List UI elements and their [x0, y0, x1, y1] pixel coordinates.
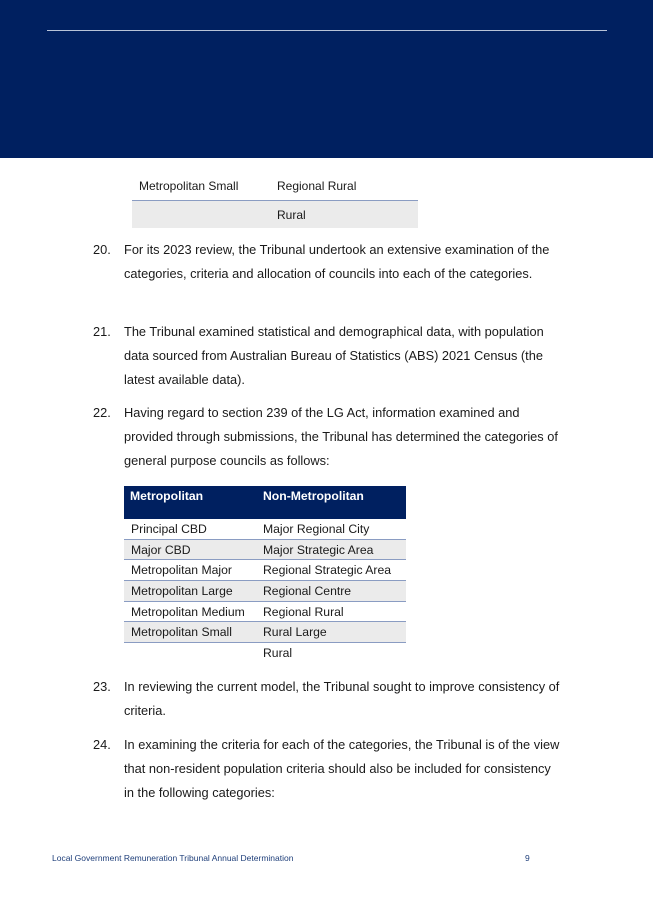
table-cell: Rural — [277, 207, 306, 222]
paragraph-text: In reviewing the current model, the Tribunal sought to improve consistency of criteria. — [124, 679, 560, 718]
table-cell: Major Strategic Area — [263, 542, 374, 557]
table-cell: Major Regional City — [263, 521, 370, 536]
council-categories-table — [124, 486, 406, 664]
paragraph-number: 22. — [93, 405, 111, 420]
footer-title: Local Government Remuneration Tribunal Annual Determination — [52, 853, 294, 863]
table-cell: Regional Rural — [263, 604, 344, 619]
table-row — [124, 643, 406, 664]
table-cell: Rural — [263, 646, 293, 661]
continued-categories-table — [132, 171, 418, 228]
paragraph-20 — [93, 238, 573, 286]
table-row — [124, 622, 406, 643]
table-row — [124, 581, 406, 602]
table-cell: Major CBD — [131, 542, 191, 557]
paragraph-number: 20. — [93, 242, 111, 257]
paragraph-number: 24. — [93, 737, 111, 752]
paragraph-text: For its 2023 review, the Tribunal undertook an extensive examination of the categories, criteria and allocation of councils into each of the categories. — [124, 242, 550, 281]
table-cell: Regional Rural — [277, 178, 357, 193]
header-rule — [47, 30, 607, 31]
paragraph-text: Having regard to section 239 of the LG Act, information examined and provided through submissions, the Tribunal has determined the categories of general purpose councils as follows: — [124, 405, 558, 468]
table-cell: Metropolitan Medium — [131, 604, 245, 619]
table-cell: Regional Centre — [263, 583, 352, 598]
table-row — [124, 602, 406, 623]
table-cell: Metropolitan Major — [131, 563, 232, 578]
table-header — [124, 486, 406, 519]
paragraph-text: The Tribunal examined statistical and demographical data, with population data sourced from Australian Bureau of Statistics (ABS) 2021 Census (the latest available data). — [124, 324, 544, 387]
paragraph-number: 21. — [93, 324, 111, 339]
paragraph-21 — [93, 320, 573, 392]
paragraph-24 — [93, 733, 573, 805]
table-cell: Metropolitan Small — [139, 178, 239, 193]
table-cell: Principal CBD — [131, 521, 207, 536]
header-banner — [0, 0, 653, 158]
page-number: 9 — [525, 853, 530, 863]
column-header-non-metropolitan: Non-Metropolitan — [263, 489, 364, 503]
paragraph-23 — [93, 675, 573, 723]
table-row — [124, 560, 406, 581]
paragraph-22 — [93, 401, 573, 473]
paragraph-text: In examining the criteria for each of the categories, the Tribunal is of the view that non-resident population criteria should also be included for consistency in the following categories: — [124, 737, 560, 800]
paragraph-number: 23. — [93, 679, 111, 694]
table-cell: Metropolitan Small — [131, 625, 232, 640]
table-row — [132, 171, 418, 201]
table-row — [124, 519, 406, 540]
column-header-metropolitan: Metropolitan — [130, 489, 204, 503]
table-row — [132, 201, 418, 228]
table-cell: Rural Large — [263, 625, 327, 640]
table-row — [124, 540, 406, 561]
table-cell: Metropolitan Large — [131, 583, 233, 598]
table-cell: Regional Strategic Area — [263, 563, 392, 578]
